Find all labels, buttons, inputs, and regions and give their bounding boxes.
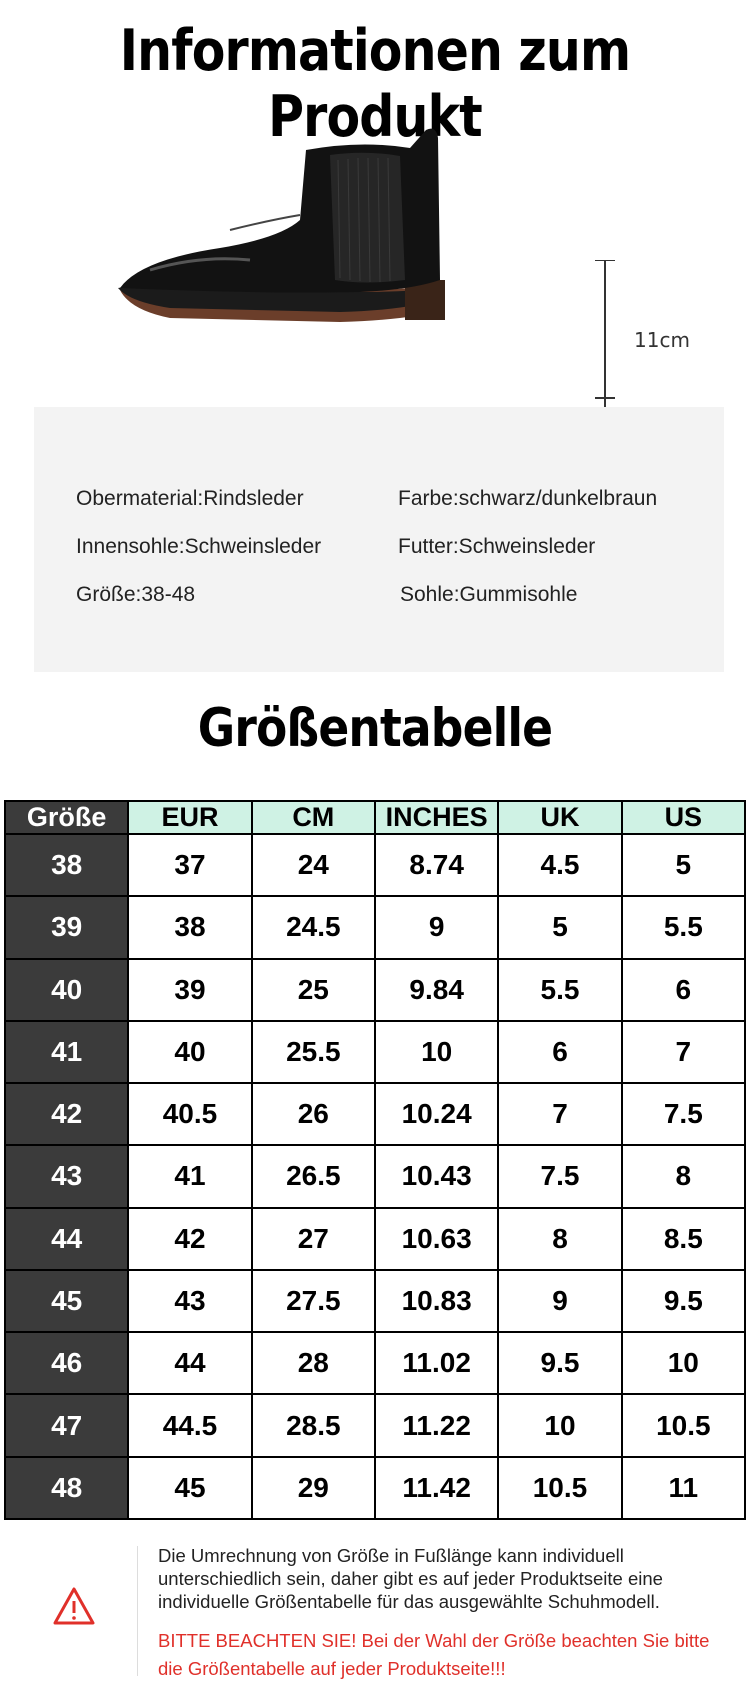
- table-cell: 40: [128, 1021, 251, 1083]
- size-cell: 41: [5, 1021, 128, 1083]
- size-cell: 39: [5, 896, 128, 958]
- table-cell: 11.02: [375, 1332, 498, 1394]
- table-cell: 10.5: [498, 1457, 621, 1519]
- table-cell: 25.5: [252, 1021, 375, 1083]
- size-cell: 40: [5, 959, 128, 1021]
- table-cell: 8: [622, 1145, 745, 1207]
- header-cell: US: [622, 801, 745, 834]
- table-cell: 8: [498, 1208, 621, 1270]
- table-cell: 8.5: [622, 1208, 745, 1270]
- table-row: [5, 896, 745, 958]
- header-cell: EUR: [128, 801, 251, 834]
- table-row: [5, 834, 745, 896]
- table-cell: 10.5: [622, 1394, 745, 1456]
- size-cell: 48: [5, 1457, 128, 1519]
- table-row: [5, 1332, 745, 1394]
- size-cell: 47: [5, 1394, 128, 1456]
- table-cell: 40.5: [128, 1083, 251, 1145]
- table-cell: 6: [622, 959, 745, 1021]
- table-cell: 9: [498, 1270, 621, 1332]
- table-cell: 5.5: [498, 959, 621, 1021]
- table-cell: 5: [622, 834, 745, 896]
- size-cell: 46: [5, 1332, 128, 1394]
- table-cell: 10: [622, 1332, 745, 1394]
- table-row: [5, 1270, 745, 1332]
- table-row: [5, 1083, 745, 1145]
- table-cell: 10.43: [375, 1145, 498, 1207]
- table-cell: 10.83: [375, 1270, 498, 1332]
- table-cell: 11.22: [375, 1394, 498, 1456]
- table-cell: 27.5: [252, 1270, 375, 1332]
- table-cell: 5: [498, 896, 621, 958]
- table-cell: 26: [252, 1083, 375, 1145]
- table-cell: 10: [375, 1021, 498, 1083]
- table-cell: 26.5: [252, 1145, 375, 1207]
- table-cell: 9: [375, 896, 498, 958]
- size-cell: 44: [5, 1208, 128, 1270]
- table-cell: 8.74: [375, 834, 498, 896]
- spec-lining: Futter:Schweinsleder: [398, 535, 596, 558]
- table-cell: 10: [498, 1394, 621, 1456]
- product-image-area: [110, 120, 730, 350]
- warning-icon: [52, 1586, 96, 1626]
- table-cell: 45: [128, 1457, 251, 1519]
- notice-warning: BITTE BEACHTEN SIE! Bei der Wahl der Größe beachten Sie bitte die Größentabelle auf jeder Produktseite!!!: [158, 1630, 710, 1679]
- table-cell: 5.5: [622, 896, 745, 958]
- size-cell: 42: [5, 1083, 128, 1145]
- spec-sole: Sohle:Gummisohle: [400, 583, 578, 606]
- page-title: Informationen zum Produkt: [119, 18, 631, 150]
- size-table: [4, 800, 746, 1520]
- notice-text: Die Umrechnung von Größe in Fußlänge kann individuell unterschiedlich sein, daher gibt es auf jeder Produktseite eine individuelle Größentabelle für das ausgewählte Schuhmodell.: [158, 1545, 663, 1612]
- table-cell: 24.5: [252, 896, 375, 958]
- header-cell: UK: [498, 801, 621, 834]
- size-table-header-row: [5, 801, 745, 834]
- chelsea-boot-image: [110, 120, 510, 350]
- table-row: [5, 1208, 745, 1270]
- table-cell: 44.5: [128, 1394, 251, 1456]
- table-row: [5, 959, 745, 1021]
- table-cell: 9.5: [498, 1332, 621, 1394]
- header-cell: Größe: [5, 801, 128, 834]
- size-cell: 45: [5, 1270, 128, 1332]
- table-row: [5, 1145, 745, 1207]
- table-cell: 27: [252, 1208, 375, 1270]
- spec-insole: Innensohle:Schweinsleder: [76, 535, 322, 558]
- table-row: [5, 1394, 745, 1456]
- table-cell: 11.42: [375, 1457, 498, 1519]
- table-cell: 43: [128, 1270, 251, 1332]
- table-cell: 38: [128, 896, 251, 958]
- size-cell: 43: [5, 1145, 128, 1207]
- table-cell: 28.5: [252, 1394, 375, 1456]
- shaft-height-label: 11cm: [634, 328, 690, 352]
- spec-upper: Obermaterial:Rindsleder: [76, 487, 304, 510]
- table-cell: 9.84: [375, 959, 498, 1021]
- table-cell: 7.5: [498, 1145, 621, 1207]
- table-cell: 11: [622, 1457, 745, 1519]
- table-cell: 41: [128, 1145, 251, 1207]
- table-cell: 9.5: [622, 1270, 745, 1332]
- table-cell: 7: [622, 1021, 745, 1083]
- notice-divider: [137, 1546, 138, 1676]
- table-cell: 6: [498, 1021, 621, 1083]
- spec-size: Größe:38-48: [76, 583, 196, 606]
- header-cell: CM: [252, 801, 375, 834]
- spec-color: Farbe:schwarz/dunkelbraun: [398, 487, 658, 510]
- size-cell: 38: [5, 834, 128, 896]
- table-cell: 39: [128, 959, 251, 1021]
- table-row: [5, 1021, 745, 1083]
- table-cell: 7.5: [622, 1083, 745, 1145]
- table-cell: 28: [252, 1332, 375, 1394]
- table-cell: 29: [252, 1457, 375, 1519]
- table-row: [5, 1457, 745, 1519]
- table-cell: 42: [128, 1208, 251, 1270]
- table-cell: 44: [128, 1332, 251, 1394]
- table-cell: 10.63: [375, 1208, 498, 1270]
- table-cell: 10.24: [375, 1083, 498, 1145]
- table-cell: 7: [498, 1083, 621, 1145]
- table-cell: 37: [128, 834, 251, 896]
- table-cell: 25: [252, 959, 375, 1021]
- table-cell: 4.5: [498, 834, 621, 896]
- specs-panel: [34, 407, 724, 672]
- header-cell: INCHES: [375, 801, 498, 834]
- table-cell: 24: [252, 834, 375, 896]
- size-table-title: Größentabelle: [197, 698, 553, 759]
